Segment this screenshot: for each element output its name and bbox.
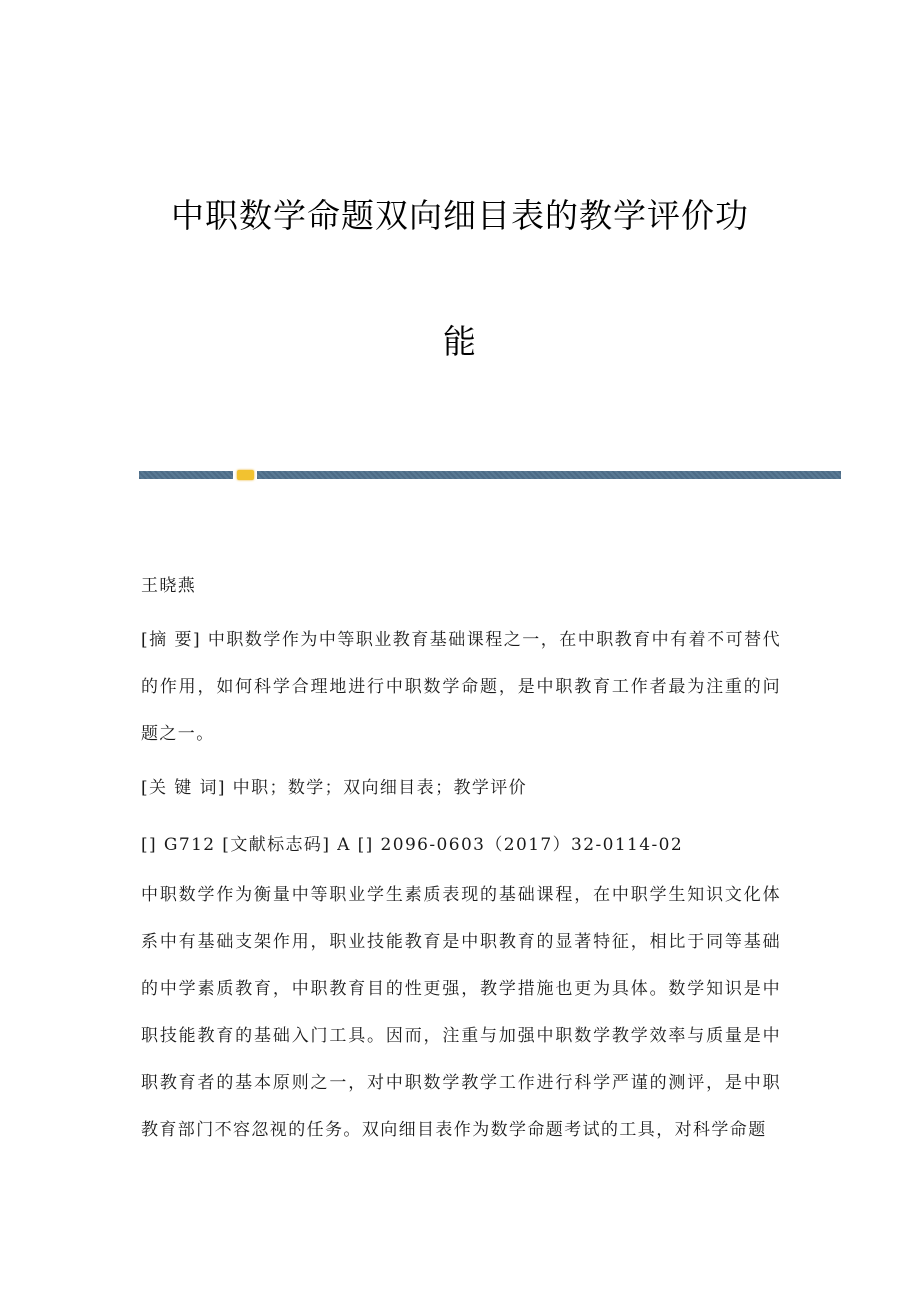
- classification-codes: [] G712 [文献标志码] A [] 2096-0603（2017）32-0114-02: [141, 835, 684, 855]
- author-name: 王晓燕: [141, 576, 197, 596]
- abstract: [摘 要] 中职数学作为中等职业教育基础课程之一，在中职教育中有着不可替代的作用，如何科学合理地进行中职数学命题，是中职教育工作者最为注重的问题之一。: [141, 630, 781, 744]
- keywords: [关 键 词] 中职；数学；双向细目表；教学评价: [141, 778, 528, 798]
- divider-bar-left: [139, 471, 233, 479]
- title-divider: [0, 471, 920, 479]
- divider-bar-right: [257, 471, 841, 479]
- document-title-line-2: 能: [443, 322, 477, 361]
- divider-emblem-icon: [237, 470, 254, 480]
- body-paragraph: 中职数学作为衡量中等职业学生素质表现的基础课程，在中职学生知识文化体系中有基础支架作用，职业技能教育是中职教育的显著特征，相比于同等基础的中学素质教育，中职教育目的性更强，教学措施也更为具体。数学知识是中职技能教育的基础入门工具。因而，注重与加强中职数学教学效率与质量是中职教育者的基本原则之一，对中职数学教学工作进行科学严谨的测评，是中职教育部门不容忽视的任务。双向细目表作为数学命题考试的工具，对科学命题: [141, 885, 781, 1140]
- document-title-line-1: 中职数学命题双向细目表的教学评价功: [171, 196, 749, 235]
